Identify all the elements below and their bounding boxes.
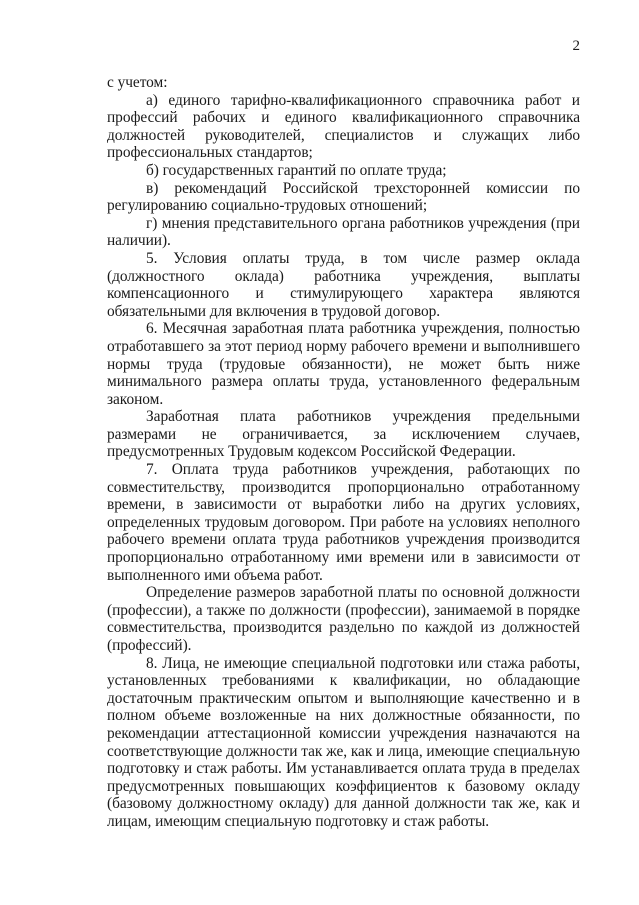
paragraph-clause-6: 6. Месячная заработная плата работника учреждения, полностью отработавшего за этот период норму рабочего времени и выполнившего нормы труда (трудовые обязанности), не может быть ниже минимального размера оплаты труда, установленного федеральным законом.: [107, 320, 580, 408]
paragraph-item-v: в) рекомендаций Российской трехсторонней комиссии по регулированию социально-трудовых отношений;: [107, 179, 580, 215]
paragraph-clause-6-continued: Заработная плата работников учреждения предельными размерами не ограничивается, за исключением случаев, предусмотренных Трудовым кодексом Российской Федерации.: [107, 408, 580, 461]
page-number: 2: [572, 38, 580, 54]
paragraph-item-b: б) государственных гарантий по оплате труда;: [146, 161, 447, 179]
paragraph-clause-8: 8. Лица, не имеющие специальной подготовки или стажа работы, установленных требованиями к квалификации, но обладающие достаточным практическим опытом и выполняющие качественно и в полном объеме возложенные на них должностные обязанности, по рекомендации аттестационной комиссии учреждения назначаются на соответствующие должности так же, как и лица, имеющие специальную подготовку и стаж работы. Им устанавливается оплата труда в пределах предусмотренных повышающих коэффициентов к базовому окладу (базовому должностному окладу) для данной должности так же, как и лицам, имеющим специальную подготовку и стаж работы.: [107, 654, 580, 830]
document-body: [107, 74, 580, 831]
paragraph-item-g: г) мнения представительного органа работников учреждения (при наличии).: [107, 214, 580, 250]
paragraph-intro: с учетом:: [107, 74, 168, 91]
paragraph-item-a: а) единого тарифно-квалификационного справочника работ и профессий рабочих и единого квалификационного справочника должностей руководителей, специалистов и служащих либо профессиональных стандартов;: [107, 91, 580, 162]
paragraph-clause-5: 5. Условия оплаты труда, в том числе размер оклада (должностного оклада) работника учреждения, выплаты компенсационного и стимулирующего характера являются обязательными для включения в трудовой договор.: [107, 249, 580, 320]
paragraph-clause-7-continued: Определение размеров заработной платы по основной должности (профессии), а также по должности (профессии), занимаемой в порядке совместительства, производится раздельно по каждой из должностей (профессий).: [107, 584, 580, 654]
paragraph-clause-7: 7. Оплата труда работников учреждения, работающих по совместительству, производится пропорционально отработанному времени, в зависимости от выработки либо на других условиях, определенных трудовым договором. При работе на условиях неполного рабочего времени оплата труда работников учреждения производится пропорционально отработанному ими времени или в зависимости от выполненного ими объема работ.: [107, 461, 580, 584]
